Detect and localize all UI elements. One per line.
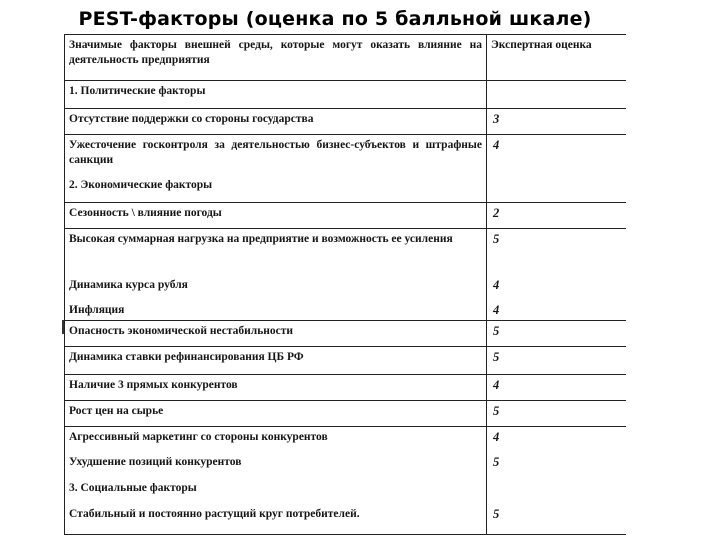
table-header-row — [65, 35, 627, 81]
table-row — [65, 478, 627, 504]
score-cell: 2 — [487, 203, 627, 229]
factor-cell: Динамика ставки рефинансирования ЦБ РФ — [65, 346, 487, 374]
table-row — [65, 175, 627, 203]
score-cell: 5 — [487, 504, 627, 534]
factor-cell: Сезонность \ влияние погоды — [65, 203, 487, 229]
factor-cell: Рост цен на сырье — [65, 400, 487, 426]
score-cell: 5 — [487, 346, 627, 374]
table-row — [65, 300, 627, 321]
table-row — [65, 109, 627, 135]
table-row — [65, 203, 627, 229]
table-row — [65, 346, 627, 374]
factor-cell: 2. Экономические факторы — [65, 175, 487, 203]
table-row — [65, 81, 627, 109]
score-cell: 3 — [487, 109, 627, 135]
table-row — [65, 452, 627, 478]
score-cell: 5 — [487, 320, 627, 346]
factor-cell: Опасность экономической нестабильности — [65, 320, 487, 346]
table-row — [65, 320, 627, 346]
factor-cell: Стабильный и постоянно растущий круг потребителей. — [65, 504, 487, 534]
table-row — [65, 504, 627, 534]
factor-cell: Инфляция — [65, 300, 487, 321]
table-row — [65, 400, 627, 426]
factor-cell: Агрессивный маркетинг со стороны конкурентов — [65, 426, 487, 452]
score-cell: 4 — [487, 135, 627, 175]
factor-cell: Динамика курса рубля — [65, 275, 487, 300]
score-cell: 5 — [487, 229, 627, 275]
factor-cell: Отсутствие поддержки со стороны государства — [65, 109, 487, 135]
score-cell — [487, 81, 627, 109]
score-cell — [487, 175, 627, 203]
table-row — [65, 229, 627, 275]
score-cell: 4 — [487, 275, 627, 300]
scan-edge-mark — [62, 320, 64, 334]
table-row — [65, 374, 627, 400]
factor-cell: Наличие 3 прямых конкурентов — [65, 374, 487, 400]
table-row — [65, 275, 627, 300]
factor-cell: Ужесточение госконтроля за деятельностью бизнес-субъектов и штрафные санкции — [65, 135, 487, 175]
score-cell: 5 — [487, 452, 627, 478]
pest-table-container — [64, 34, 626, 540]
table-row — [65, 426, 627, 452]
pest-table-body — [65, 35, 627, 535]
slide-title: PEST-факторы (оценка по 5 балльной шкале) — [78, 8, 592, 30]
score-cell: 4 — [487, 300, 627, 321]
score-cell: 5 — [487, 400, 627, 426]
score-cell: 4 — [487, 374, 627, 400]
factor-cell: 3. Социальные факторы — [65, 478, 487, 504]
score-cell: 4 — [487, 426, 627, 452]
score-cell — [487, 478, 627, 504]
pest-factors-table — [64, 34, 626, 535]
header-score-cell: Экспертная оценка — [487, 35, 627, 81]
factor-cell: 1. Политические факторы — [65, 81, 487, 109]
factor-cell: Ухудшение позиций конкурентов — [65, 452, 487, 478]
factor-cell: Высокая суммарная нагрузка на предприятие и возможность ее усиления — [65, 229, 487, 275]
table-row — [65, 135, 627, 175]
header-factor-cell: Значимые факторы внешней среды, которые могут оказать влияние на деятельность предприятия — [65, 35, 487, 81]
